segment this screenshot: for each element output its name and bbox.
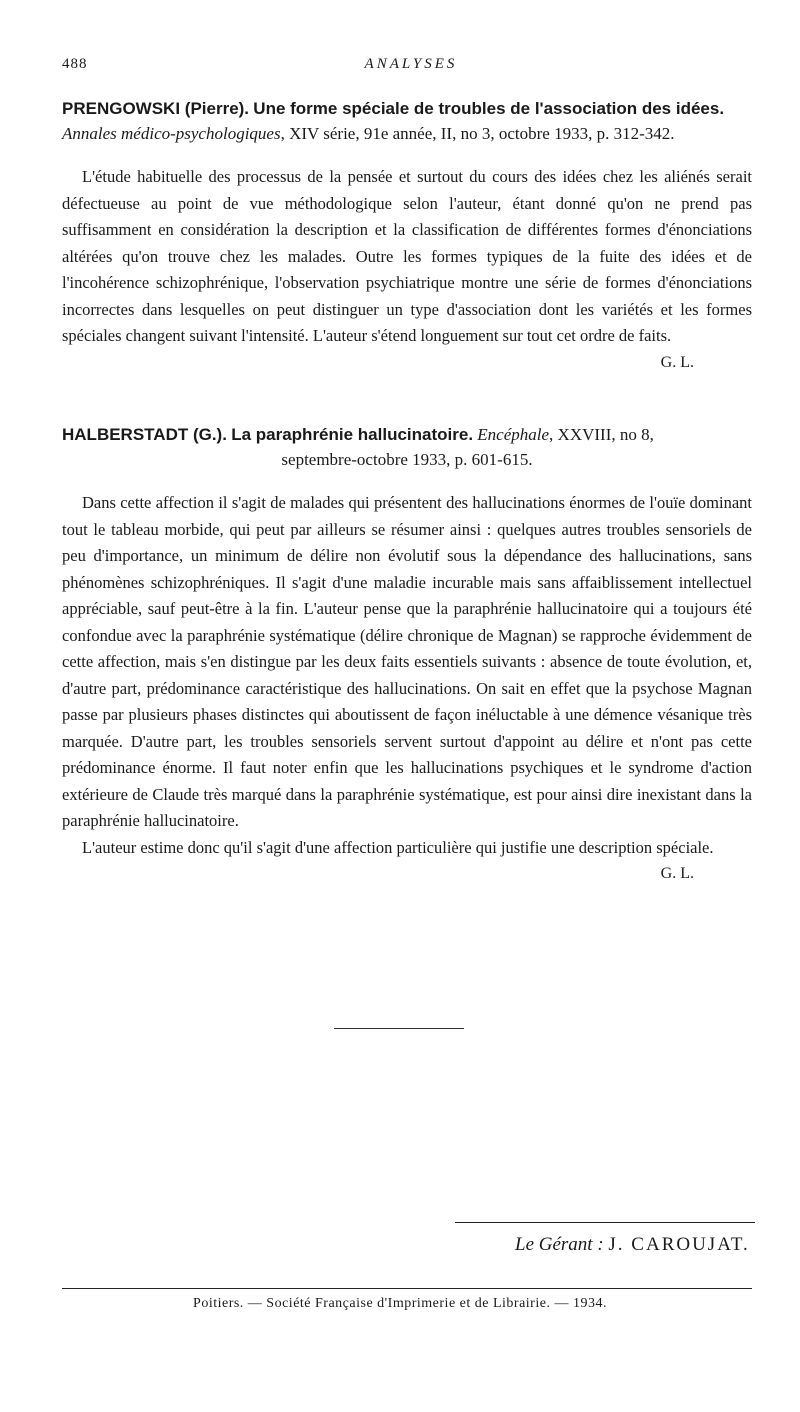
review-citation: , XXVIII, no 8, <box>549 425 654 444</box>
colophon-rule-bottom <box>62 1288 752 1289</box>
printer-footer: Poitiers. — Société Française d'Imprimerie et de Librairie. — 1934. <box>193 1296 607 1311</box>
review-journal: Annales médico-psychologiques <box>62 124 281 143</box>
colophon-rule-top <box>455 1222 755 1223</box>
colophon-label: Le Gérant : <box>515 1234 604 1255</box>
review-signature: G. L. <box>660 865 694 882</box>
review-title: Une forme spéciale de troubles de l'association des idées. <box>253 99 725 118</box>
review-citation-line2: septembre-octobre 1933, p. 601-615. <box>281 450 533 469</box>
review-title: La paraphrénie hallucinatoire. <box>231 425 474 444</box>
review-author: HALBERSTADT (G.). <box>62 425 227 444</box>
review-author: PRENGOWSKI (Pierre). <box>62 99 250 118</box>
page-number: 488 <box>62 56 88 72</box>
review-signature: G. L. <box>660 353 694 371</box>
colophon <box>515 1234 750 1256</box>
review-journal: Encéphale <box>477 425 550 444</box>
section-title: ANALYSES <box>364 56 458 72</box>
review-citation: , XIV série, 91e année, II, no 3, octobre 1933, p. 312-342. <box>280 124 675 143</box>
review-body <box>62 164 752 376</box>
running-head <box>62 56 760 78</box>
review-heading <box>62 422 752 472</box>
section-divider <box>334 1028 464 1029</box>
colophon-name: J. CAROUJAT. <box>608 1234 750 1255</box>
review-halberstadt <box>62 422 752 888</box>
review-body <box>62 490 752 888</box>
review-prengowski <box>62 96 752 376</box>
review-paragraph: L'étude habituelle des processus de la pensée et surtout du cours des idées chez les aliénés serait défectueuse au point de vue méthodologique selon l'auteur, étant donné qu'on ne prend pas suffisamment en considération la description et la classification de différentes formes d'énonciations altérées qu'on trouve chez les malades. Outre les formes typiques de la fuite des idées et de l'incohérence schizophrénique, l'observation psychiatrique montre une série de formes d'énonciations incorrectes dans lesquelles on peut distinguer un type d'association dont les variétés et les formes spéciales changent suivant l'intensité. L'auteur s'étend longuement sur tout cet ordre de faits. <box>62 167 752 345</box>
review-paragraph: L'auteur estime donc qu'il s'agit d'une affection particulière qui justifie une description spéciale. <box>82 837 714 857</box>
review-paragraph: Dans cette affection il s'agit de malades qui présentent des hallucinations énormes de l'ouïe dominant tout le tableau morbide, qui peut par ailleurs se résumer ainsi : quelques autres troubles sensoriels de peu d'importance, un minimum de délire non évolutif sous la dépendance des hallucinations, sans phénomènes schizophréniques. Il s'agit d'une maladie incurable mais sans affaiblissement intellectuel appréciable, sauf peut-être à la fin. L'auteur pense que la paraphrénie hallucinatoire qui a toujours été confondue avec la paraphrénie systématique (délire chronique de Magnan) se rapproche évidemment de cette affection, mais s'en distingue par les deux faits essentiels suivants : absence de toute évolution, et, d'autre part, prédominance caractéristique des hallucinations. On sait en effet que la psychose Magnan passe par plusieurs phases distinctes qui aboutissent de façon inéluctable à une démence vésanique très marquée. D'autre part, les troubles sensoriels servent surtout d'appoint au délire et n'ont pas cette prédominance énorme. Il faut noter enfin que les hallucinations psychiques et le syndrome d'action extérieure de Claude très marqué dans la paraphrénie systématique, est pour ainsi dire inexistant dans la paraphrénie hallucinatoire. <box>62 493 752 830</box>
review-heading <box>62 96 752 146</box>
